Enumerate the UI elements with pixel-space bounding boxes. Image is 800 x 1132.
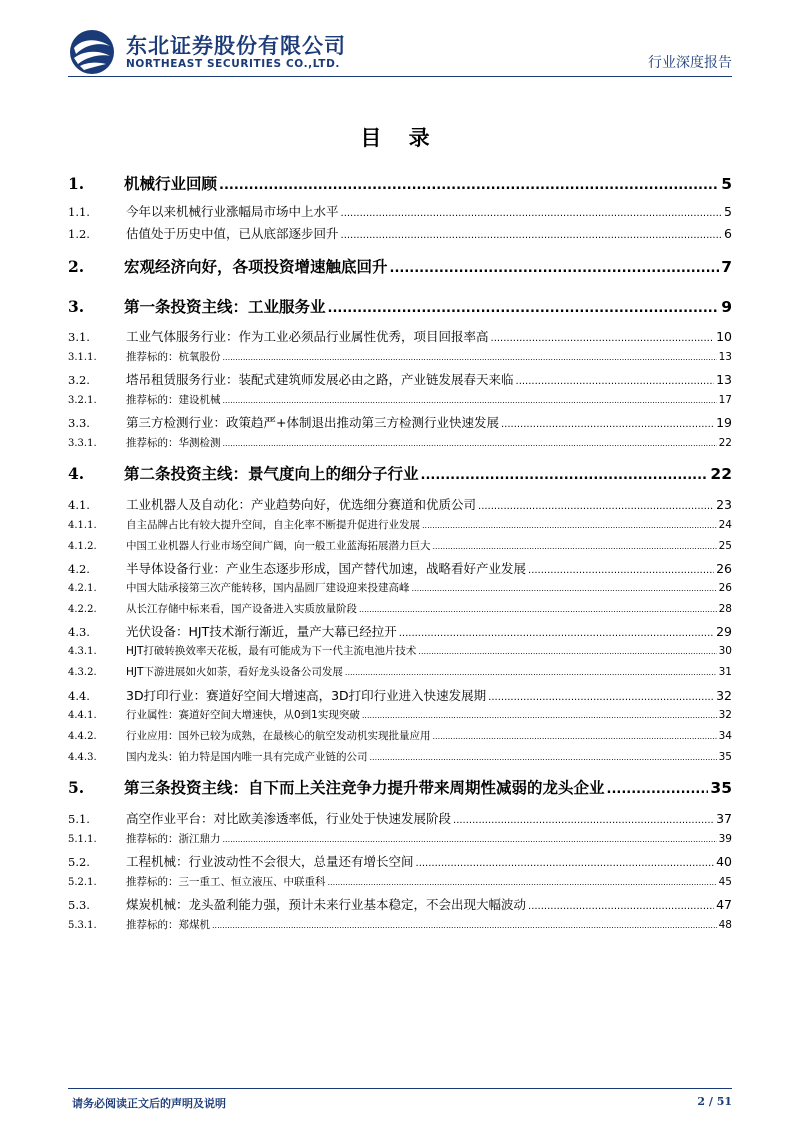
company-name-en: NORTHEAST SECURITIES CO.,LTD. bbox=[126, 58, 340, 70]
toc-entry-title: 推荐标的：杭氧股份 bbox=[126, 351, 221, 363]
toc-entry-page: 31 bbox=[718, 666, 732, 678]
toc-leader-dots bbox=[341, 230, 723, 241]
toc-entry-title: 中国工业机器人行业市场空间广阔，向一般工业蓝海拓展潜力巨大 bbox=[126, 540, 431, 552]
toc-leader-dots bbox=[453, 815, 714, 826]
toc-entry-page: 35 bbox=[718, 751, 732, 763]
toc-entry-title: 机械行业回顾 bbox=[124, 175, 218, 193]
toc-leader-dots bbox=[390, 261, 720, 276]
toc-entry-number: 3.1. bbox=[68, 330, 90, 344]
toc-leader-dots bbox=[478, 501, 714, 512]
toc-entry-page: 47 bbox=[716, 897, 732, 912]
toc-entry[interactable] bbox=[68, 413, 732, 431]
toc-entry-page: 5 bbox=[721, 175, 732, 193]
toc-entry-title: 推荐标的：建设机械 bbox=[126, 394, 221, 406]
toc-entry[interactable] bbox=[68, 664, 732, 679]
toc-leader-dots bbox=[433, 542, 717, 551]
toc-entry-title: 国内龙头：铂力特是国内唯一具有完成产业链的公司 bbox=[126, 751, 368, 763]
toc-leader-dots bbox=[433, 732, 717, 741]
toc-leader-dots bbox=[501, 419, 714, 430]
toc-entry-page: 22 bbox=[718, 437, 732, 449]
report-type-label: 行业深度报告 bbox=[648, 55, 732, 71]
footer-divider bbox=[68, 1088, 732, 1089]
toc-entry[interactable] bbox=[68, 852, 732, 870]
toc-entry-title: 工业气体服务行业：作为工业必须品行业属性优秀，项目回报率高 bbox=[126, 329, 489, 344]
toc-entry-page: 13 bbox=[718, 351, 732, 363]
toc-entry-number: 5.2.1. bbox=[68, 877, 97, 888]
toc-entry-number: 3.1.1. bbox=[68, 352, 97, 363]
toc-entry[interactable] bbox=[68, 749, 732, 764]
toc-leader-dots bbox=[341, 208, 723, 219]
toc-entry[interactable] bbox=[68, 601, 732, 616]
toc-entry-page: 19 bbox=[716, 415, 732, 430]
toc-entry-title: 推荐标的：华测检测 bbox=[126, 437, 221, 449]
toc-entry-number: 5. bbox=[68, 778, 85, 797]
toc-entry-page: 6 bbox=[724, 226, 732, 241]
toc-entry-page: 48 bbox=[718, 919, 732, 931]
toc-entry-number: 1.1. bbox=[68, 205, 90, 219]
toc-entry-number: 4.3.1. bbox=[68, 646, 97, 657]
toc-leader-dots bbox=[359, 605, 717, 614]
toc-entry[interactable] bbox=[68, 435, 732, 450]
toc-entry[interactable] bbox=[68, 917, 732, 932]
page-header bbox=[68, 26, 732, 76]
toc-entry[interactable] bbox=[68, 349, 732, 364]
toc-entry-title: 中国大陆承接第三次产能转移，国内晶圆厂建设迎来投建高峰 bbox=[126, 582, 410, 594]
toc-entry-title: 3D打印行业：赛道好空间大增速高，3D打印行业进入快速发展期 bbox=[126, 688, 487, 703]
toc-entry-number: 5.2. bbox=[68, 855, 90, 869]
toc-entry-number: 4.1.2. bbox=[68, 541, 97, 552]
toc-leader-dots bbox=[223, 353, 717, 362]
toc-leader-dots bbox=[362, 711, 717, 720]
toc-entry-page: 26 bbox=[716, 561, 732, 576]
toc-leader-dots bbox=[416, 858, 715, 869]
toc-entry-number: 3. bbox=[68, 297, 85, 316]
toc-entry-title: 光伏设备：HJT技术渐行渐近，量产大幕已经拉开 bbox=[126, 624, 397, 639]
toc-entry-page: 45 bbox=[718, 876, 732, 888]
toc-entry-page: 29 bbox=[716, 624, 732, 639]
toc-entry-page: 28 bbox=[718, 603, 732, 615]
toc-entry-page: 5 bbox=[724, 204, 732, 219]
toc-entry-title: 工程机械：行业波动性不会很大，总量还有增长空间 bbox=[126, 854, 414, 869]
toc-leader-dots bbox=[516, 376, 715, 387]
toc-entry-page: 25 bbox=[718, 540, 732, 552]
toc-entry-page: 24 bbox=[718, 519, 732, 531]
toc-entry-page: 13 bbox=[716, 372, 732, 387]
toc-entry-title: 宏观经济向好，各项投资增速触底回升 bbox=[124, 258, 388, 276]
toc-entry[interactable] bbox=[68, 622, 732, 640]
toc-entry[interactable] bbox=[68, 327, 732, 345]
toc-entry-page: 17 bbox=[718, 394, 732, 406]
toc-entry[interactable] bbox=[68, 255, 732, 277]
toc-entry-number: 4.1.1. bbox=[68, 520, 97, 531]
toc-entry-page: 10 bbox=[716, 329, 732, 344]
toc-leader-dots bbox=[421, 468, 709, 483]
company-name-cn: 东北证券股份有限公司 bbox=[126, 34, 346, 58]
toc-entry[interactable] bbox=[68, 707, 732, 722]
toc-leader-dots bbox=[328, 301, 720, 316]
toc-entry-page: 40 bbox=[716, 854, 732, 869]
toc-entry-page: 9 bbox=[721, 298, 732, 316]
footer-disclaimer: 请务必阅读正文后的声明及说明 bbox=[72, 1097, 226, 1110]
toc-entry-number: 4. bbox=[68, 464, 85, 483]
toc-entry-number: 3.3.1. bbox=[68, 438, 97, 449]
toc-leader-dots bbox=[219, 178, 719, 193]
toc-entry-number: 4.2.2. bbox=[68, 604, 97, 615]
toc-leader-dots bbox=[223, 396, 717, 405]
toc-entry-title: 从长江存储中标来看，国产设备进入实质放量阶段 bbox=[126, 603, 357, 615]
toc-entry-title: 推荐标的：三一重工、恒立液压、中联重科 bbox=[126, 876, 326, 888]
toc-entry-number: 2. bbox=[68, 257, 85, 276]
toc-leader-dots bbox=[370, 753, 717, 762]
toc-leader-dots bbox=[223, 835, 717, 844]
toc-entry-title: 今年以来机械行业涨幅局市场中上水平 bbox=[126, 204, 339, 219]
toc-entry[interactable] bbox=[68, 495, 732, 513]
company-logo-icon bbox=[68, 28, 116, 76]
toc-entry-title: 推荐标的：郑煤机 bbox=[126, 919, 210, 931]
toc-entry-page: 39 bbox=[718, 833, 732, 845]
toc-entry-title: 第三方检测行业：政策趋严+体制退出推动第三方检测行业快速发展 bbox=[126, 415, 499, 430]
toc-entry[interactable] bbox=[68, 895, 732, 913]
toc-entry-title: 煤炭机械：龙头盈利能力强，预计未来行业基本稳定，不会出现大幅波动 bbox=[126, 897, 527, 912]
toc-leader-dots bbox=[223, 439, 717, 448]
toc-leader-dots bbox=[418, 647, 716, 656]
toc-entry-number: 1. bbox=[68, 174, 85, 193]
toc-entry[interactable] bbox=[68, 392, 732, 407]
toc-entry-title: 高空作业平台：对比欧美渗透率低，行业处于快速发展阶段 bbox=[126, 811, 452, 826]
toc-entry-number: 4.4.2. bbox=[68, 731, 97, 742]
toc-entry[interactable] bbox=[68, 728, 732, 743]
toc-entry[interactable] bbox=[68, 874, 732, 889]
toc-entry-page: 22 bbox=[710, 465, 732, 483]
toc-leader-dots bbox=[345, 668, 717, 677]
toc-entry-page: 7 bbox=[721, 258, 732, 276]
toc-entry-page: 35 bbox=[710, 779, 732, 797]
toc-entry-number: 5.1.1. bbox=[68, 834, 97, 845]
page-indicator: 2 / 51 bbox=[697, 1095, 732, 1108]
toc-entry-title: HJT打破转换效率天花板，最有可能成为下一代主流电池片技术 bbox=[126, 645, 417, 657]
header-divider bbox=[68, 76, 732, 77]
toc-entry[interactable] bbox=[68, 370, 732, 388]
toc-entry-title: 半导体设备行业：产业生态逐步形成，国产替代加速，战略看好产业发展 bbox=[126, 561, 527, 576]
toc-entry-number: 3.3. bbox=[68, 416, 90, 430]
toc-entry-number: 5.3. bbox=[68, 898, 90, 912]
toc-leader-dots bbox=[528, 901, 714, 912]
toc-entry-page: 26 bbox=[718, 582, 732, 594]
toc-entry-title: 估值处于历史中值，已从底部逐步回升 bbox=[126, 226, 339, 241]
toc-entry-page: 32 bbox=[718, 709, 732, 721]
toc-entry-title: 推荐标的：浙江鼎力 bbox=[126, 833, 221, 845]
toc-entry-page: 34 bbox=[718, 730, 732, 742]
toc-leader-dots bbox=[488, 692, 714, 703]
toc-entry[interactable] bbox=[68, 580, 732, 595]
toc-leader-dots bbox=[328, 878, 717, 887]
toc-leader-dots bbox=[412, 584, 717, 593]
toc-entry-page: 32 bbox=[716, 688, 732, 703]
toc-leader-dots bbox=[422, 521, 717, 530]
toc-leader-dots bbox=[491, 333, 715, 344]
toc-entry-title: 第二条投资主线：景气度向上的细分子行业 bbox=[124, 465, 419, 483]
toc-entry[interactable] bbox=[68, 643, 732, 658]
toc-entry-page: 37 bbox=[716, 811, 732, 826]
toc-entry-title: 行业应用：国外已较为成熟，在最核心的航空发动机实现批量应用 bbox=[126, 730, 431, 742]
toc-leader-dots bbox=[528, 565, 714, 576]
toc-entry[interactable] bbox=[68, 202, 732, 220]
toc-entry-number: 4.2. bbox=[68, 562, 90, 576]
toc-entry[interactable] bbox=[68, 295, 732, 317]
toc-entry[interactable] bbox=[68, 776, 732, 798]
toc-entry[interactable] bbox=[68, 172, 732, 194]
toc-entry[interactable] bbox=[68, 517, 732, 532]
toc-entry-number: 4.1. bbox=[68, 498, 90, 512]
toc-entry-number: 5.3.1. bbox=[68, 920, 97, 931]
toc-entry[interactable] bbox=[68, 538, 732, 553]
toc-entry-number: 3.2.1. bbox=[68, 395, 97, 406]
toc-entry-number: 4.4.1. bbox=[68, 710, 97, 721]
toc-entry-number: 4.4. bbox=[68, 689, 90, 703]
toc-entry-title: 第一条投资主线：工业服务业 bbox=[124, 298, 326, 316]
toc-entry-number: 5.1. bbox=[68, 812, 90, 826]
toc-entry-number: 4.4.3. bbox=[68, 752, 97, 763]
toc-leader-dots bbox=[212, 921, 717, 930]
toc-entry[interactable] bbox=[68, 462, 732, 484]
toc-entry-title: 行业属性：赛道好空间大增速快，从0到1实现突破 bbox=[126, 709, 360, 721]
toc-entry-number: 4.2.1. bbox=[68, 583, 97, 594]
toc-entry-number: 4.3. bbox=[68, 625, 90, 639]
toc-entry-page: 30 bbox=[718, 645, 732, 657]
toc-entry-title: 塔吊租赁服务行业：装配式建筑师发展必由之路，产业链发展春天来临 bbox=[126, 372, 514, 387]
toc-leader-dots bbox=[399, 628, 714, 639]
toc-entry[interactable] bbox=[68, 831, 732, 846]
toc-entry-title: 工业机器人及自动化：产业趋势向好，优选细分赛道和优质公司 bbox=[126, 497, 477, 512]
toc-leader-dots bbox=[607, 782, 709, 797]
toc-title: 目 录 bbox=[360, 126, 440, 150]
toc-entry[interactable] bbox=[68, 224, 732, 242]
toc-entry[interactable] bbox=[68, 809, 732, 827]
toc-entry-number: 1.2. bbox=[68, 227, 90, 241]
toc-entry-title: HJT下游进展如火如荼，看好龙头设备公司发展 bbox=[126, 666, 343, 678]
toc-entry-title: 自主品牌占比有较大提升空间，自主化率不断提升促进行业发展 bbox=[126, 519, 420, 531]
toc-entry-page: 23 bbox=[716, 497, 732, 512]
toc-entry[interactable] bbox=[68, 686, 732, 704]
toc-entry-number: 4.3.2. bbox=[68, 667, 97, 678]
toc-entry[interactable] bbox=[68, 559, 732, 577]
toc-entry-title: 第三条投资主线：自下而上关注竞争力提升带来周期性减弱的龙头企业 bbox=[124, 779, 605, 797]
toc-entry-number: 3.2. bbox=[68, 373, 90, 387]
